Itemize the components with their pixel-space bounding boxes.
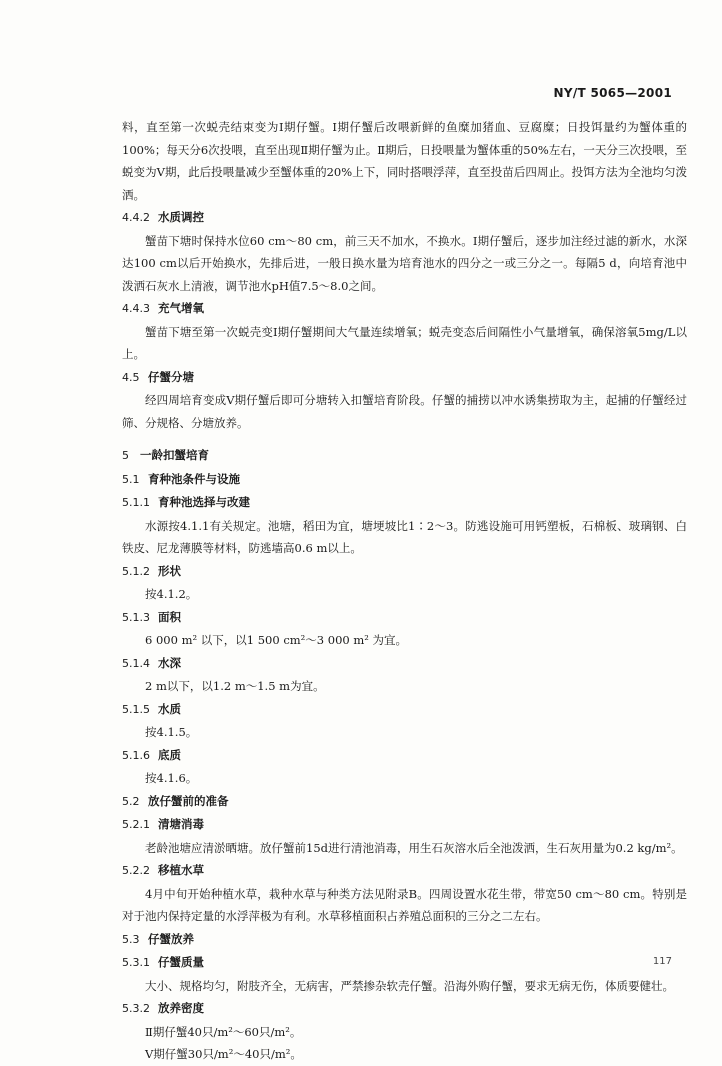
section-title: 底质 [158,747,181,762]
section-heading-5-3-2 [122,997,687,1021]
section-title: 移植水草 [158,863,204,877]
section-title: 仔蟹分塘 [148,369,194,384]
section-number: 5.2.1 [122,818,150,831]
section-title: 水质调控 [158,210,204,224]
section-heading-5-3-1 [122,951,687,975]
paragraph: 按4.1.5。 [145,725,198,739]
section-heading-5-1-1 [122,491,687,515]
section-number: 5 [122,449,129,462]
document-body [122,116,687,1066]
section-heading-4-5 [122,366,687,390]
section-number: 5.3.1 [122,956,150,969]
section-title: 育种池选择与改建 [158,495,250,509]
paragraph: 老龄池塘应清淤晒塘。放仔蟹前15d进行清池消毒，用生石灰溶水后全池泼洒，生石灰用量为0.2 kg/m²。 [145,840,683,855]
section-heading-5-1-3 [122,606,687,630]
section-number: 5.2 [122,794,140,808]
section-heading-5-1-4 [122,652,687,676]
section-heading-5 [122,444,687,468]
section-title: 形状 [158,563,181,578]
section-title: 水深 [158,655,181,670]
section-title: 清塘消毒 [158,817,204,831]
section-number: 5.1.6 [122,748,150,762]
section-number: 5.1.4 [122,656,150,670]
section-heading-4-4-3 [122,297,687,321]
section-heading-5-1-5 [122,698,687,722]
section-heading-5-2-2 [122,859,687,883]
section-number: 5.1.5 [122,702,150,716]
section-heading-4-4-2 [122,206,687,230]
paragraph: 经四周培育变成Ⅴ期仔蟹后即可分塘转入扣蟹培育阶段。仔蟹的捕捞以冲水诱集捞取为主，起捕的仔蟹经过筛、分规格、分塘放养。 [122,393,687,430]
section-title: 放仔蟹前的准备 [148,793,229,808]
paragraph: 蟹苗下塘时保持水位60 cm～80 cm，前三天不加水，不换水。Ⅰ期仔蟹后，逐步加注经过滤的新水，水深达100 cm以后开始换水，先排后进，一般日换水量为培育池水的四分之一或三分之一。每隔5 d，向培育池中泼洒石灰水上清液，调节池水pH值7.5～8.0之间。 [122,233,687,293]
section-title: 仔蟹放养 [148,931,194,946]
section-number: 4.4.3 [122,302,150,315]
paragraph: 水源按4.1.1有关规定。池塘，稻田为宜，塘埂坡比1∶2～3。防逃设施可用钙塑板，石棉板、玻璃钢、白铁皮、尼龙薄膜等材料，防逃墙高0.6 m以上。 [122,518,687,555]
section-number: 5.1.2 [122,564,150,578]
section-title: 仔蟹质量 [158,955,204,969]
section-heading-5-1-6 [122,744,687,768]
section-title: 水质 [158,701,181,716]
paragraph: 大小、规格均匀，附肢齐全，无病害，严禁掺杂软壳仔蟹。沿海外购仔蟹，要求无病无伤，体质要健壮。 [145,978,674,993]
section-number: 4.4.2 [122,211,150,224]
section-number: 4.5 [122,370,140,384]
section-heading-5-2 [122,790,687,814]
section-number: 5.1 [122,472,140,486]
section-number: 5.1.1 [122,496,150,509]
standard-number: NY/T 5065—2001 [553,86,672,100]
section-title: 育种池条件与设施 [148,471,240,486]
paragraph: 蟹苗下塘至第一次蜕壳变Ⅰ期仔蟹期间大气量连续增氧；蜕壳变态后间隔性小气量增氧，确保溶氧5mg/L以上。 [122,324,687,361]
section-number: 5.3 [122,932,140,946]
section-number: 5.3.2 [122,1002,150,1015]
section-title: 放养密度 [158,1001,204,1015]
paragraph: 按4.1.6。 [145,771,198,785]
section-title: 充气增氧 [158,301,204,315]
paragraph: Ⅴ期仔蟹30只/m²～40只/m²。 [145,1047,302,1061]
paragraph: 4月中旬开始种植水草，栽种水草与种类方法见附录B。四周设置水花生带，带宽50 cm～80 cm。特别是对于池内保持定量的水浮萍极为有利。水草移植面积占养殖总面积的三分之二左右。 [122,886,687,923]
paragraph: 6 000 m² 以下，以1 500 cm²～3 000 m² 为宜。 [145,633,408,647]
paragraph: 2 m以下，以1.2 m～1.5 m为宜。 [145,679,325,693]
section-title: 面积 [158,609,181,624]
section-heading-5-1-2 [122,560,687,584]
section-heading-5-1 [122,468,687,492]
paragraph: 料，直至第一次蜕壳结束变为Ⅰ期仔蟹。Ⅰ期仔蟹后改喂新鲜的鱼糜加猪血、豆腐糜；日投饵量约为蟹体重的100%；每天分6次投喂，直至出现Ⅱ期仔蟹为止。Ⅱ期后，日投喂量为蟹体重的50%左右，一天分三次投喂，至蜕变为Ⅴ期，此后投喂量减少至蟹体重的20%上下，同时搭喂浮萍，直至投苗后四周止。投饵方法为全池均匀泼洒。 [122,120,687,202]
section-number: 5.1.3 [122,610,150,624]
paragraph: 按4.1.2。 [145,587,198,601]
section-heading-5-3 [122,928,687,952]
section-number: 5.2.2 [122,864,150,877]
paragraph: Ⅱ期仔蟹40只/m²～60只/m²。 [145,1024,302,1039]
section-title: 一龄扣蟹培育 [140,448,209,462]
section-heading-5-2-1 [122,813,687,837]
page-number: 117 [652,956,672,967]
